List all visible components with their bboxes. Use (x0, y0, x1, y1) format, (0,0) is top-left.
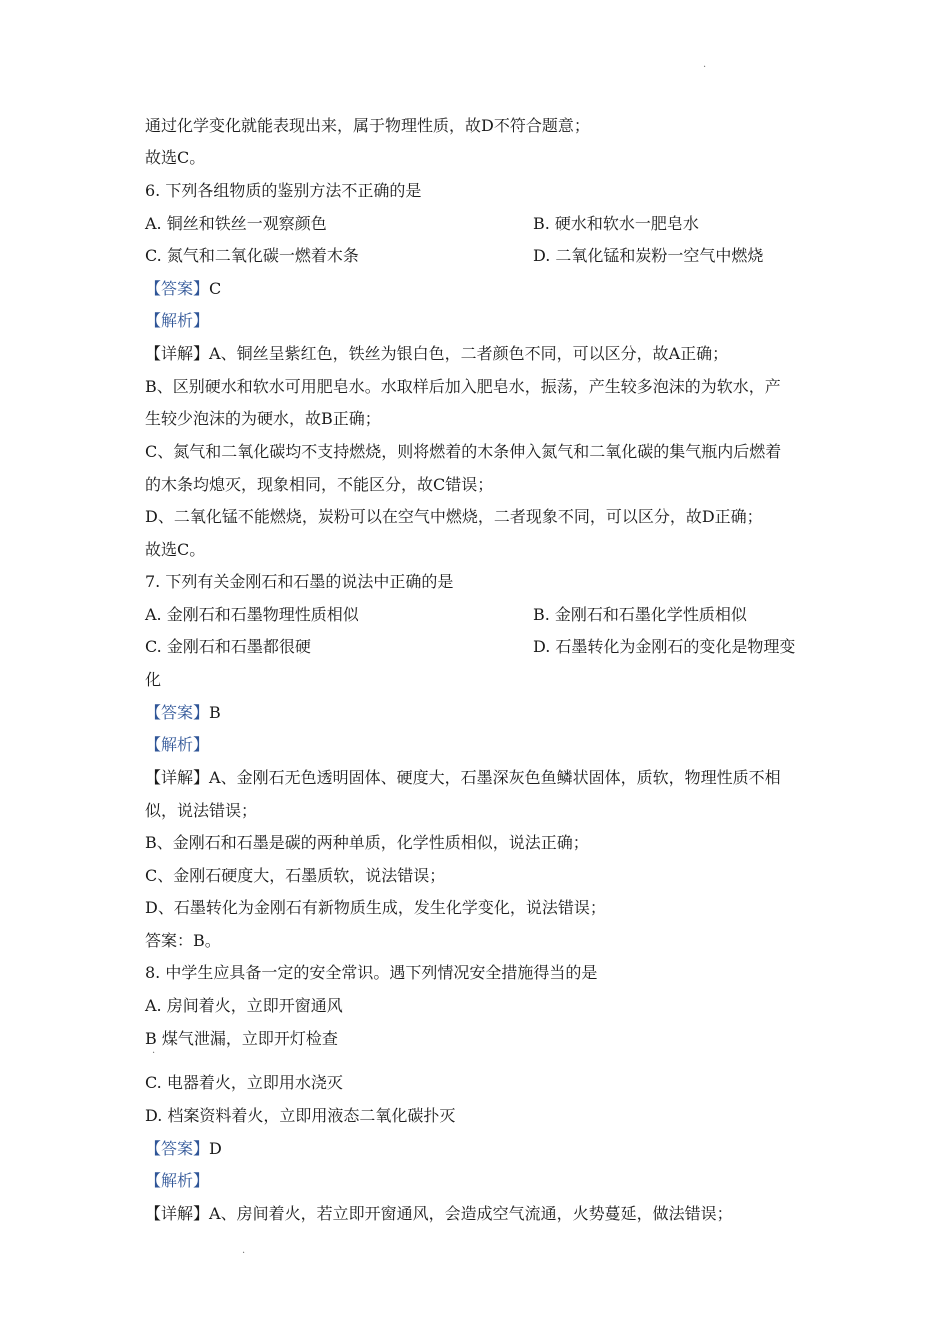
detail-tag: 【详解】 (145, 344, 210, 363)
answer-value: B (209, 703, 221, 722)
answer-tag: 【答案】 (145, 1139, 210, 1158)
detail-text: A、房间着火，若立即开窗通风，会造成空气流通，火势蔓延，做法错误； (209, 1204, 733, 1223)
q7-detail-a (145, 767, 810, 789)
q6-option-d: D. 二氧化锰和炭粉一空气中燃烧 (533, 246, 764, 265)
scan-speck: · (703, 62, 707, 73)
q8-answer (145, 1138, 810, 1160)
analysis-tag: 【解析】 (145, 735, 210, 754)
analysis-tag: 【解析】 (145, 311, 210, 330)
q6-option-b: B. 硬水和软水一肥皂水 (533, 214, 699, 233)
question-6-stem: 6. 下列各组物质的鉴别方法不正确的是 (145, 181, 422, 200)
q7-option-d: D. 石墨转化为金刚石的变化是物理变 (533, 637, 796, 656)
scan-speck: · (242, 1248, 246, 1259)
detail-text: A、金刚石无色透明固体、硬度大，石墨深灰色鱼鳞状固体，质软，物理性质不相 (209, 768, 781, 787)
q6-detail-b2: 生较少泡沫的为硬水，故B正确； (145, 409, 381, 428)
q7-option-c: C. 金刚石和石墨都很硬 (145, 637, 311, 656)
question-6-options-row-2 (145, 245, 810, 267)
q8-option-d: D. 档案资料着火，立即用液态二氧化碳扑灭 (145, 1106, 456, 1125)
text-line: C、金刚石硬度大，石墨质软，说法错误； (145, 866, 446, 885)
q7-analysis (145, 734, 810, 756)
q7-option-b: B. 金刚石和石墨化学性质相似 (533, 605, 747, 624)
question-8-stem: 8. 中学生应具备一定的安全常识。遇下列情况安全措施得当的是 (145, 963, 598, 982)
q6-detail-b1: B、区别硬水和软水可用肥皂水。水取样后加入肥皂水，振荡，产生较多泡沫的为软水，产 (145, 377, 781, 396)
text-line: B、金刚石和石墨是碳的两种单质，化学性质相似，说法正确； (145, 833, 589, 852)
answer-value: C (209, 279, 222, 298)
text-line: D、二氧化锰不能燃烧，炭粉可以在空气中燃烧，二者现象不同，可以区分，故D正确； (145, 507, 763, 526)
text-line: 似，说法错误； (145, 801, 258, 820)
question-7-options-row-2 (145, 636, 810, 658)
q8-detail-a (145, 1203, 810, 1225)
question-7-stem: 7. 下列有关金刚石和石墨的说法中正确的是 (145, 572, 454, 591)
answer-tag: 【答案】 (145, 703, 210, 722)
answer-tag: 【答案】 (145, 279, 210, 298)
q7-answer (145, 702, 810, 724)
text-line: 的木条均熄灭，现象相同，不能区分，故C错误； (145, 475, 494, 494)
detail-tag: 【详解】 (145, 1204, 210, 1223)
scan-speck: · (152, 1048, 156, 1059)
text-line: 故选C。 (145, 148, 206, 167)
text-line: C、氮气和二氧化碳均不支持燃烧，则将燃着的木条伸入氮气和二氧化碳的集气瓶内后燃着 (145, 442, 782, 461)
question-7-options-row-1 (145, 604, 810, 626)
q8-option-c: C. 电器着火，立即用水浇灭 (145, 1073, 343, 1092)
q6-answer (145, 278, 810, 300)
q6-detail-a (145, 343, 810, 365)
text-line: D、石墨转化为金刚石有新物质生成，发生化学变化，说法错误； (145, 898, 606, 917)
question-6-options-row-1 (145, 213, 810, 235)
q6-analysis (145, 310, 810, 332)
q8-option-b: B 煤气泄漏，立即开灯检查 (145, 1029, 338, 1048)
text-line: 通过化学变化就能表现出来，属于物理性质，故D不符合题意； (145, 116, 590, 135)
text-line: 化 (145, 670, 162, 689)
analysis-tag: 【解析】 (145, 1171, 210, 1190)
q8-analysis (145, 1170, 810, 1192)
q6-option-a: A. 铜丝和铁丝一观察颜色 (145, 214, 327, 233)
text-line: 答案：B。 (145, 931, 221, 950)
q7-option-a: A. 金刚石和石墨物理性质相似 (145, 605, 359, 624)
answer-value: D (209, 1139, 222, 1158)
q6-option-c: C. 氮气和二氧化碳一燃着木条 (145, 246, 359, 265)
q8-option-a: A. 房间着火，立即开窗通风 (145, 996, 343, 1015)
detail-text: A、铜丝呈紫红色，铁丝为银白色，二者颜色不同，可以区分，故A正确； (209, 344, 729, 363)
text-line: 故选C。 (145, 540, 206, 559)
detail-tag: 【详解】 (145, 768, 210, 787)
